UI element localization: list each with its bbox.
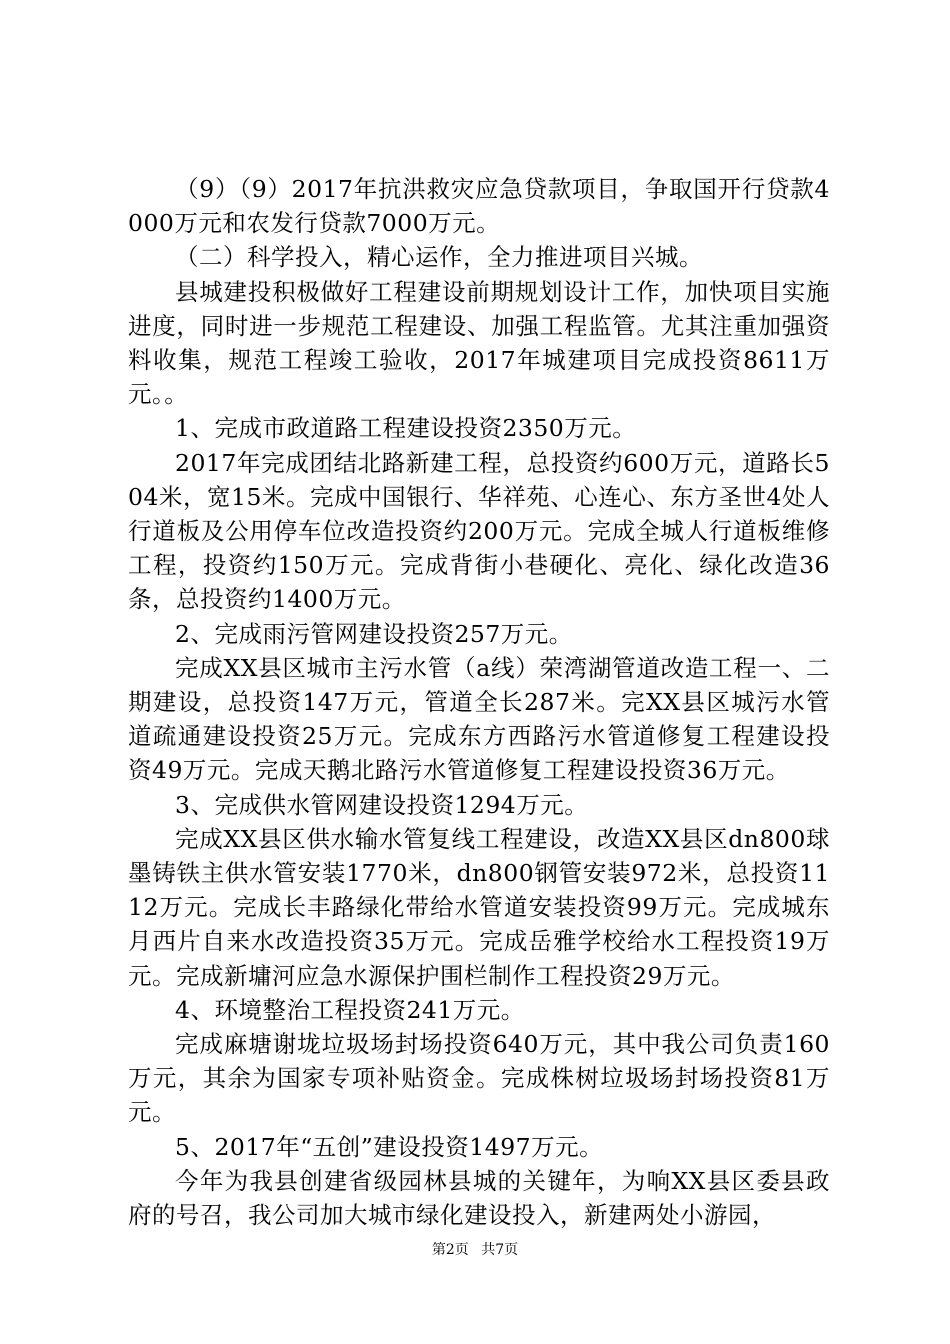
paragraph-water-supply-details: 完成XX县区供水输水管复线工程建设，改造XX县区dn800球墨铸铁主供水管安装1770米，dn800钢管安装972米，总投资1112万元。完成长丰路绿化带给水管道安装投资99万元。完成城东月西片自来水改造投资35万元。完成岳雅学校给水工程投资19万元。完成新墉河应急水源保护围栏制作工程投资29万元。 (128, 824, 830, 990)
item-heading-environment: 4、环境整治工程投资241万元。 (175, 995, 525, 1024)
item-heading-sewer: 2、完成雨污管网建设投资257万元。 (175, 619, 573, 648)
item-heading-water-supply: 3、完成供水管网建设投资1294万元。 (175, 790, 589, 819)
item-heading-five-creations: 5、2017年“五创”建设投资1497万元。 (175, 1132, 604, 1161)
paragraph-investment-summary: 县城建投积极做好工程建设前期规划设计工作，加快项目实施进度，同时进一步规范工程建设、加强工程监管。尤其注重加强资料收集，规范工程竣工验收，2017年城建项目完成投资8611万元。。 (128, 277, 830, 409)
page-total: 共7页 (481, 1242, 519, 1258)
page-footer (0, 1240, 950, 1260)
document-body (128, 172, 830, 1232)
paragraph-loan-project: （9）（9）2017年抗洪救灾应急贷款项目，争取国开行贷款4000万元和农发行贷款7000万元。 (128, 175, 830, 238)
item-heading-road: 1、完成市政道路工程建设投资2350万元。 (175, 414, 637, 443)
section-heading-investment: （二）科学投入，精心运作，全力推进项目兴城。 (175, 243, 703, 272)
paragraph-road-details: 2017年完成团结北路新建工程，总投资约600万元，道路长504米，宽15米。完成中国银行、华祥苑、心连心、东方圣世4处人行道板及公用停车位改造投资约200万元。完成全城人行道板维修工程，投资约150万元。完成背街小巷硬化、亮化、绿化改造36条，总投资约1400万元。 (128, 448, 830, 614)
page-number: 第2页 (431, 1242, 469, 1258)
paragraph-five-creations-details: 今年为我县创建省级园林县城的关键年，为响XX县区委县政府的号召，我公司加大城市绿化建设投入，新建两处小游园， (128, 1166, 830, 1230)
paragraph-sewer-details: 完成XX县区城市主污水管（a线）荣湾湖管道改造工程一、二期建设，总投资147万元，管道全长287米。完XX县区城污水管道疏通建设投资25万元。完成东方西路污水管道修复工程建设投资49万元。完成天鹅北路污水管道修复工程建设投资36万元。 (128, 653, 830, 785)
paragraph-environment-details: 完成麻塘谢垅垃圾场封场投资640万元，其中我公司负责160万元，其余为国家专项补贴资金。完成株树垃圾场封场投资81万元。 (128, 1030, 830, 1127)
